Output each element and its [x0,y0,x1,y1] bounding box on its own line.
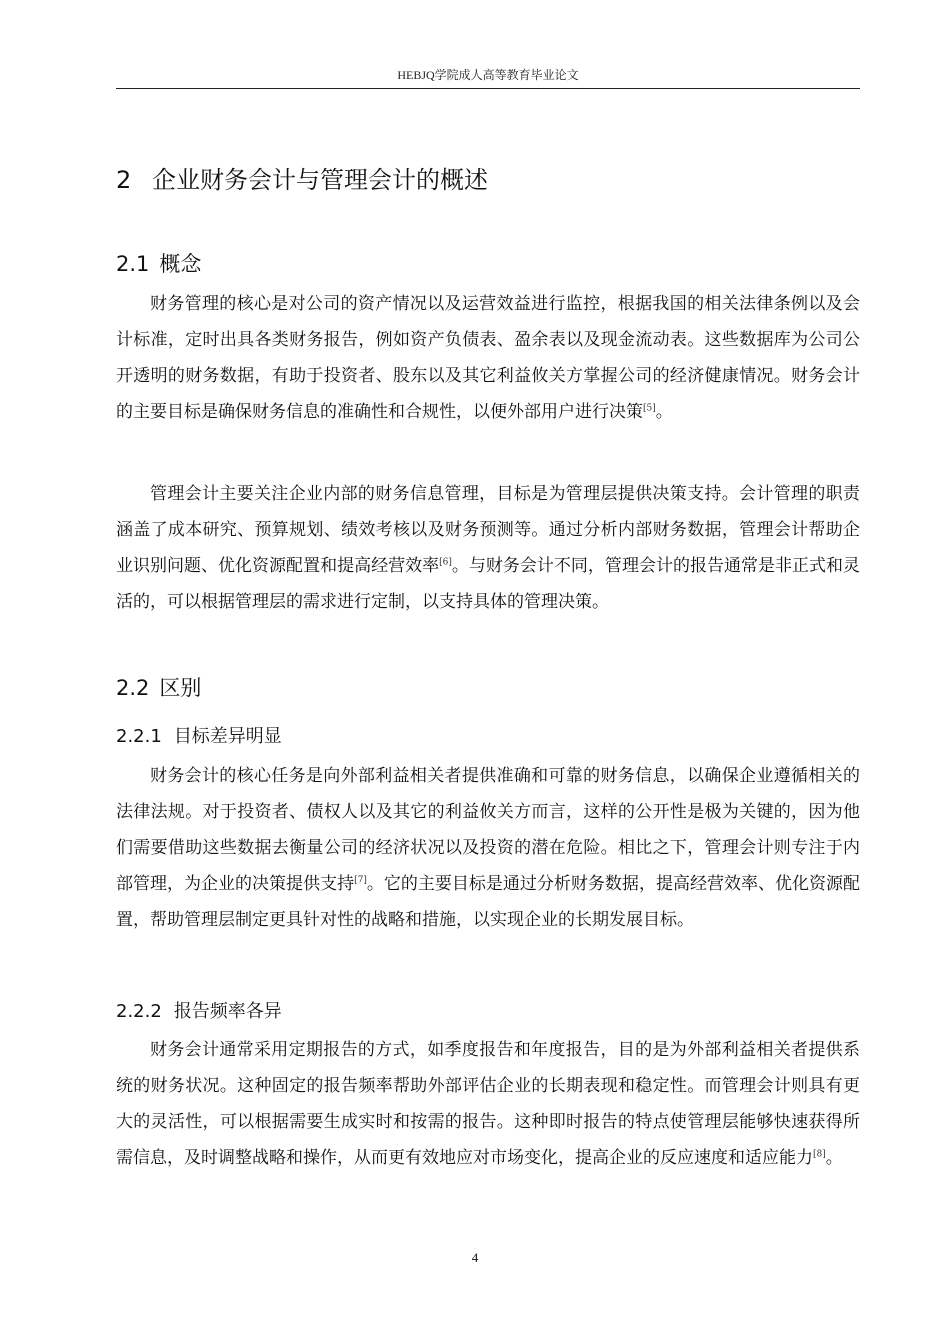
running-header: HEBJQ学院成人高等教育毕业论文 [397,68,579,82]
citation-ref: [8] [813,1149,826,1160]
paragraph-text: 财务会计通常采用定期报告的方式，如季度报告和年度报告，目的是为外部利益相关者提供系统的财务状况。这种固定的报告频率帮助外部评估企业的长期表现和稳定性。而管理会计则具有更大的灵活性，可以根据需要生成实时和按需的报告。这种即时报告的特点使管理层能够快速获得所需信息，及时调整战略和操作，从而更有效地应对市场变化，提高企业的反应速度和适应能力 [116,1040,860,1168]
paragraph-report-frequency [116,1032,860,1176]
section-title-text: 区别 [159,676,202,700]
paragraph-text-after: 。它的主要目标是通过分析财务数据，提高经营效率、优化资源配置，帮助管理层制定更具针对性的战略和措施，以实现企业的长期发展目标。 [116,874,861,930]
chapter-title [116,160,488,195]
paragraph-text: 财务管理的核心是对公司的资产情况以及运营效益进行监控，根据我国的相关法律条例以及会计标准，定时出具各类财务报告，例如资产负债表、盈余表以及现金流动表。这些数据库为公司公开透明的财务数据，有助于投资者、股东以及其它利益攸关方掌握公司的经济健康情况。财务会计的主要目标是确保财务信息的准确性和合规性，以便外部用户进行决策 [116,294,860,422]
section-number: 2.2 [116,676,150,700]
paragraph-financial-accounting-concept [116,286,860,430]
paragraph-management-accounting-concept [116,476,860,620]
section-title-text: 概念 [159,252,202,276]
subsection-number: 2.2.1 [116,726,162,747]
section-title-differences [116,672,201,702]
subsection-title-text: 目标差异明显 [173,726,282,747]
subsection-number: 2.2.2 [116,1001,162,1022]
citation-ref: [7] [354,875,367,886]
chapter-title-text: 企业财务会计与管理会计的概述 [152,166,488,194]
citation-ref: [5] [643,403,656,414]
chapter-number: 2 [116,166,132,194]
subsection-title-report-frequency [116,997,282,1023]
header-rule [116,88,860,89]
subsection-title-goal-differences [116,722,282,748]
paragraph-text: 管理会计主要关注企业内部的财务信息管理，目标是为管理层提供决策支持。会计管理的职责涵盖了成本研究、预算规划、绩效考核以及财务预测等。通过分析内部财务数据，管理会计帮助企业识别问题、优化资源配置和提高经营效率 [116,484,860,576]
subsection-title-text: 报告频率各异 [173,1001,282,1022]
paragraph-text-after: 。 [655,402,673,422]
section-number: 2.1 [116,252,150,276]
section-title-concepts [116,248,201,278]
paragraph-text: 财务会计的核心任务是向外部利益相关者提供准确和可靠的财务信息，以确保企业遵循相关的法律法规。对于投资者、债权人以及其它的利益攸关方而言，这样的公开性是极为关键的，因为他们需要借助这些数据去衡量公司的经济状况以及投资的潜在危险。相比之下，管理会计则专注于内部管理，为企业的决策提供支持 [116,766,860,894]
paragraph-goal-differences [116,758,860,938]
paragraph-text-after: 。 [825,1148,843,1168]
paragraph-text-after: 。与财务会计不同，管理会计的报告通常是非正式和灵活的，可以根据管理层的需求进行定制，以支持具体的管理决策。 [116,556,861,612]
citation-ref: [6] [439,557,452,568]
page-number: 4 [471,1250,479,1265]
